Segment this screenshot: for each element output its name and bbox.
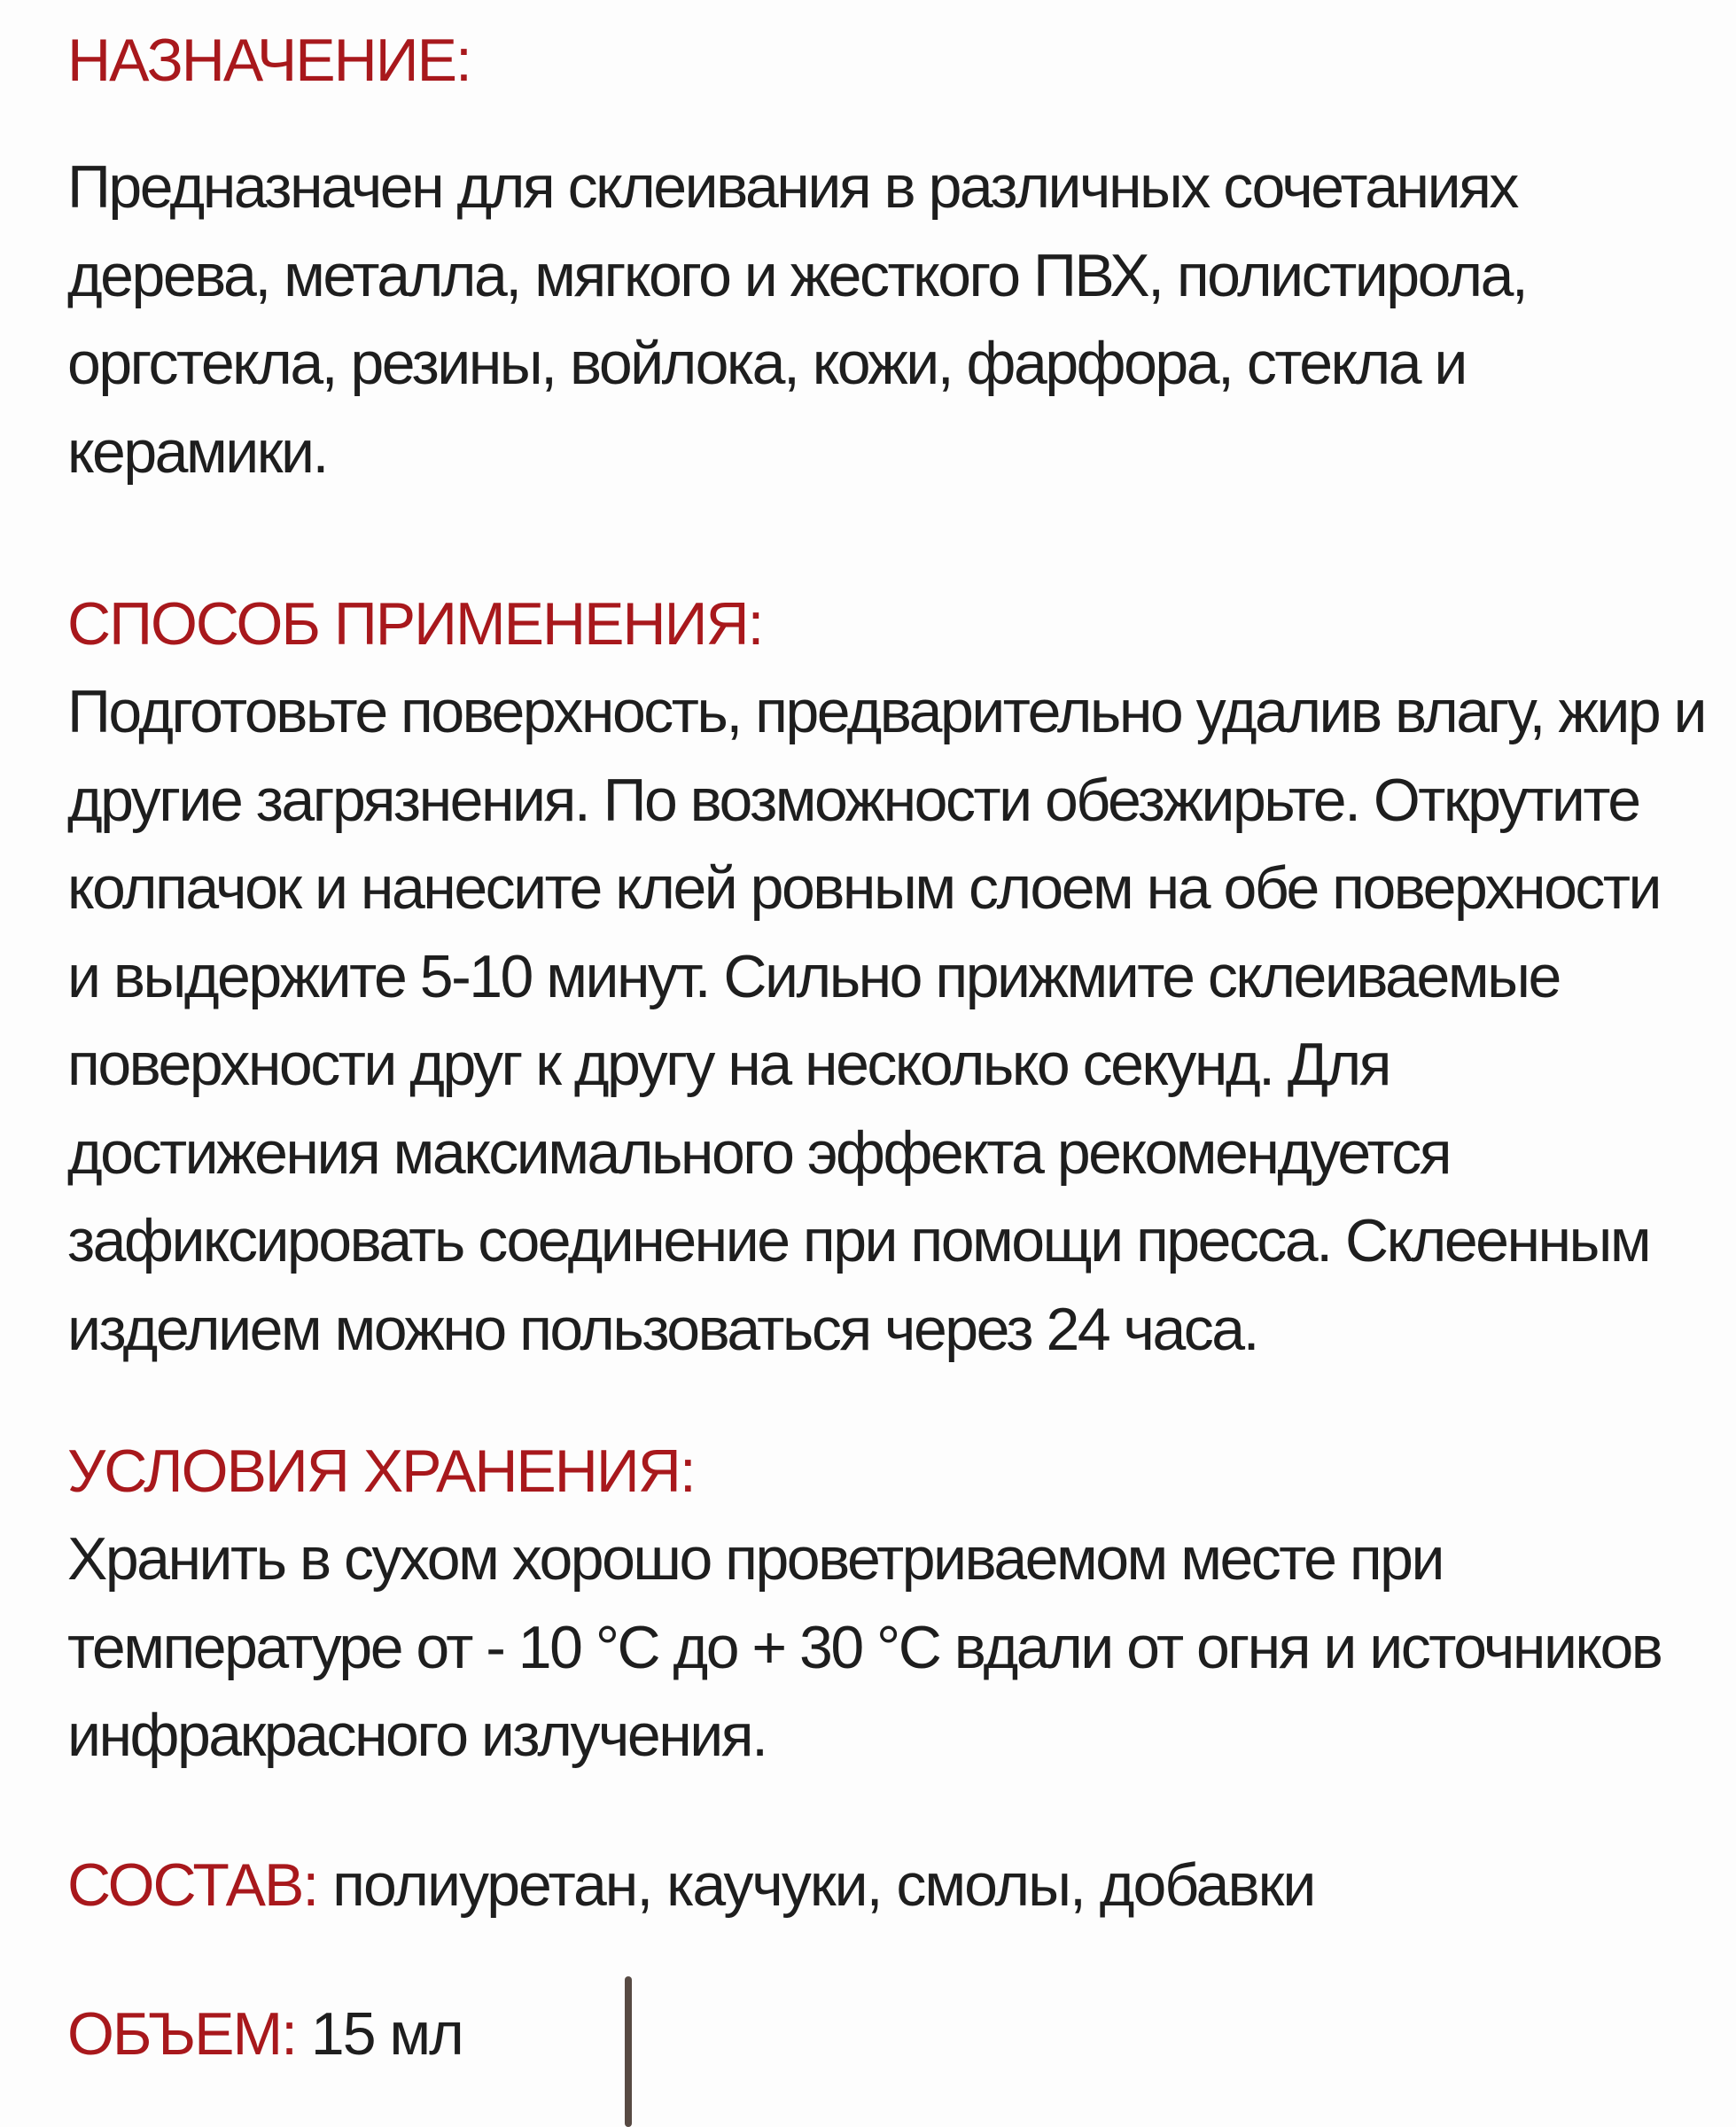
section-usage: [67, 580, 1705, 1374]
composition-value: полиуретан, каучуки, смолы, добавки: [317, 1851, 1315, 1919]
text-line: инфракрасного излучения.: [67, 1702, 767, 1769]
text-line: и выдержите 5-10 минут. Сильно прижмите склеиваемые: [67, 942, 1560, 1010]
text-line: Хранить в сухом хорошо проветриваемом месте при: [67, 1525, 1443, 1593]
text-line: температуре от - 10 °С до + 30 °С вдали от огня и источников: [67, 1613, 1662, 1681]
text-line: другие загрязнения. По возможности обезжирьте. Открутите: [67, 766, 1639, 834]
text-line: поверхности друг к другу на несколько секунд. Для: [67, 1031, 1390, 1098]
volume-value: 15 мл: [295, 2000, 463, 2068]
text-line: дерева, металла, мягкого и жесткого ПВХ, полистирола,: [67, 241, 1527, 309]
section-heading: СПОСОБ ПРИМЕНЕНИЯ:: [67, 590, 763, 658]
text-line: колпачок и нанесите клей ровным слоем на обе поверхности: [67, 854, 1661, 922]
section-storage: [67, 1427, 1661, 1780]
composition-label: СОСТАВ:: [67, 1851, 318, 1919]
composition: [67, 1841, 1314, 1929]
section-purpose: [67, 16, 1526, 496]
text-line: Подготовьте поверхность, предварительно удалив влагу, жир и: [67, 678, 1706, 745]
text-line: керамики.: [67, 417, 327, 486]
text-line: изделием можно пользоваться через 24 часа.: [67, 1295, 1257, 1363]
section-heading: УСЛОВИЯ ХРАНЕНИЯ:: [67, 1437, 695, 1505]
volume-label: ОБЪЕМ:: [67, 2000, 296, 2068]
volume: [67, 1990, 463, 2078]
text-line: оргстекла, резины, войлока, кожи, фарфора, стекла и: [67, 330, 1466, 397]
text-line: зафиксировать соединение при помощи пресса. Склеенным: [67, 1207, 1650, 1274]
package-fold-mark: [625, 1976, 632, 2127]
section-heading: НАЗНАЧЕНИЕ:: [67, 27, 471, 94]
text-line: Предназначен для склеивания в различных сочетаниях: [67, 153, 1517, 221]
text-line: достижения максимального эффекта рекомендуется: [67, 1118, 1451, 1187]
